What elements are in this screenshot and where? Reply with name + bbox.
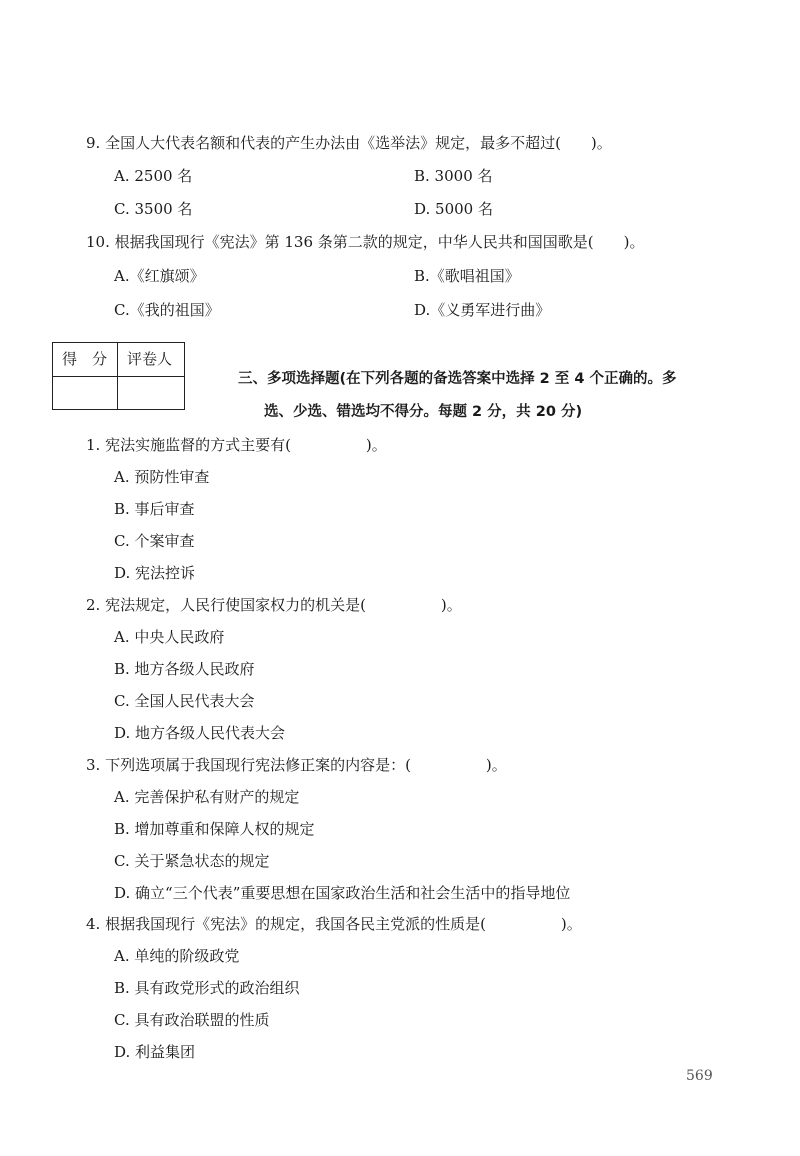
score-table <box>52 342 185 410</box>
mc-question-3-option-c: C. 关于紧急状态的规定 <box>114 852 270 870</box>
mc-question-4-stem: 4. 根据我国现行《宪法》的规定，我国各民主党派的性质是( )。 <box>86 915 582 933</box>
question-10-option-c: C.《我的祖国》 <box>114 301 220 319</box>
mc-question-2-option-d: D. 地方各级人民代表大会 <box>114 724 286 742</box>
mc-question-4-option-b: B. 具有政党形式的政治组织 <box>114 979 300 997</box>
section-3-heading-line1: 三、多项选择题(在下列各题的备选答案中选择 2 至 4 个正确的。多 <box>238 371 677 387</box>
question-9-option-c: C. 3500 名 <box>114 200 193 218</box>
mc-question-2-stem: 2. 宪法规定，人民行使国家权力的机关是( )。 <box>86 596 462 614</box>
section-3-heading-line2: 选、少选、错选均不得分。每题 2 分，共 20 分) <box>264 404 583 420</box>
mc-question-1-option-a: A. 预防性审查 <box>114 468 210 486</box>
question-10-option-a: A.《红旗颂》 <box>114 267 205 285</box>
page-number: 569 <box>686 1068 713 1084</box>
question-9-option-d: D. 5000 名 <box>414 200 493 218</box>
mc-question-3-option-d: D. 确立“三个代表”重要思想在国家政治生活和社会生活中的指导地位 <box>114 884 571 902</box>
mc-question-1-stem: 1. 宪法实施监督的方式主要有( )。 <box>86 436 387 454</box>
question-10-stem: 10. 根据我国现行《宪法》第 136 条第二款的规定，中华人民共和国国歌是( )。 <box>86 233 645 251</box>
question-9-option-b: B. 3000 名 <box>414 167 493 185</box>
grader-label: 评卷人 <box>127 350 173 368</box>
mc-question-4-option-d: D. 利益集团 <box>114 1043 196 1061</box>
mc-question-1-option-c: C. 个案审查 <box>114 532 195 550</box>
score-label: 得 分 <box>62 350 108 368</box>
question-10-option-b: B.《歌唱祖国》 <box>414 267 520 285</box>
mc-question-2-option-c: C. 全国人民代表大会 <box>114 692 255 710</box>
mc-question-3-stem: 3. 下列选项属于我国现行宪法修正案的内容是：( )。 <box>86 756 507 774</box>
mc-question-1-option-d: D. 宪法控诉 <box>114 564 196 582</box>
question-9-stem: 9. 全国人大代表名额和代表的产生办法由《选举法》规定，最多不超过( )。 <box>86 134 612 152</box>
mc-question-2-option-a: A. 中央人民政府 <box>114 628 225 646</box>
mc-question-2-option-b: B. 地方各级人民政府 <box>114 660 255 678</box>
mc-question-3-option-a: A. 完善保护私有财产的规定 <box>114 788 300 806</box>
mc-question-4-option-a: A. 单纯的阶级政党 <box>114 947 240 965</box>
mc-question-1-option-b: B. 事后审查 <box>114 500 195 518</box>
question-9-option-a: A. 2500 名 <box>114 167 193 185</box>
question-10-option-d: D.《义勇军进行曲》 <box>414 301 551 319</box>
mc-question-3-option-b: B. 增加尊重和保障人权的规定 <box>114 820 315 838</box>
mc-question-4-option-c: C. 具有政治联盟的性质 <box>114 1011 270 1029</box>
